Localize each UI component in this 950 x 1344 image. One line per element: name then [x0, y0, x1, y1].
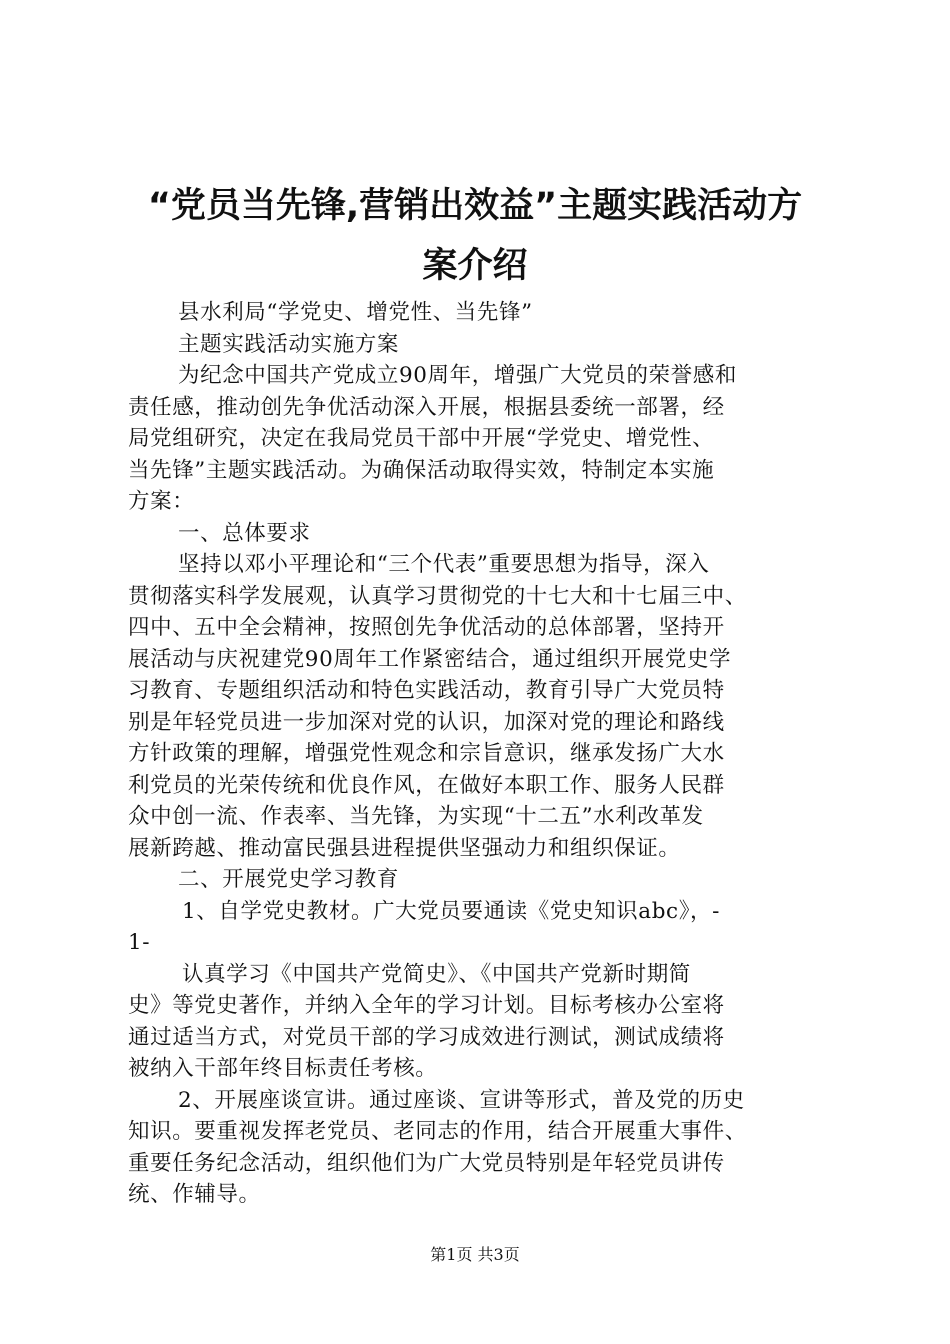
paragraph-line: 众中创一流、作表率、当先锋，为实现“十二五”水利改革发	[128, 804, 704, 829]
paragraph-line: 责任感，推动创先争优活动深入开展，根据县委统一部署，经	[128, 394, 725, 420]
document-title-line-2: 案介绍	[422, 246, 528, 286]
section-heading: 一、总体要求	[178, 520, 311, 546]
paragraph-line: 认真学习《中国共产党简史》、《中国共产党新时期简	[182, 961, 691, 987]
paragraph-line: 局党组研究，决定在我局党员干部中开展“学党史、增党性、	[128, 426, 715, 451]
paragraph-line: 重要任务纪念活动，组织他们为广大党员特别是年轻党员讲传	[128, 1150, 725, 1176]
paragraph-line: 展活动与庆祝建党90周年工作紧密结合，通过组织开展党史学	[128, 646, 732, 672]
section-heading: 二、开展党史学习教育	[178, 867, 400, 892]
paragraph-line: 1、自学党史教材。广大党员要通读《党史知识abc》，-	[182, 898, 721, 924]
paragraph-line: 统、作辅导。	[128, 1182, 261, 1207]
paragraph-line: 方案：	[128, 489, 195, 514]
paragraph-line: 为纪念中国共产党成立90周年，增强广大党员的荣誉感和	[178, 363, 737, 388]
paragraph-line: 习教育、专题组织活动和特色实践活动，教育引导广大党员特	[128, 678, 725, 703]
subtitle-line: 县水利局“学党史、增党性、当先锋”	[178, 300, 533, 325]
page-footer: 第1页 共3页	[430, 1245, 520, 1264]
paragraph-line: 2、开展座谈宣讲。通过座谈、宣讲等形式，普及党的历史	[178, 1087, 745, 1113]
page-number-inline: 1-	[128, 930, 151, 955]
paragraph-line: 通过适当方式，对党员干部的学习成效进行测试，测试成绩将	[128, 1024, 725, 1050]
paragraph-line: 别是年轻党员进一步加深对党的认识，加深对党的理论和路线	[128, 709, 725, 735]
paragraph-line: 贯彻落实科学发展观，认真学习贯彻党的十七大和十七届三中、	[128, 583, 747, 609]
paragraph-line: 当先锋”主题实践活动。为确保活动取得实效，特制定本实施	[128, 457, 715, 483]
paragraph-line: 被纳入干部年终目标责任考核。	[128, 1056, 438, 1081]
paragraph-line: 利党员的光荣传统和优良作风，在做好本职工作、服务人民群	[128, 772, 725, 798]
paragraph-line: 展新跨越、推动富民强县进程提供坚强动力和组织保证。	[128, 835, 681, 861]
paragraph-line: 方针政策的理解，增强党性观念和宗旨意识，继承发扬广大水	[128, 741, 725, 766]
subtitle-line: 主题实践活动实施方案	[178, 331, 400, 357]
paragraph-line: 四中、五中全会精神，按照创先争优活动的总体部署，坚持开	[128, 615, 725, 640]
document-body	[128, 297, 833, 1211]
paragraph-line: 坚持以邓小平理论和“三个代表”重要思想为指导，深入	[178, 552, 710, 577]
paragraph-line: 知识。要重视发挥老党员、老同志的作用，结合开展重大事件、	[128, 1119, 747, 1144]
paragraph-line: 史》等党史著作，并纳入全年的学习计划。目标考核办公室将	[128, 993, 725, 1018]
document-title-line-1: “党员当先锋,营销出效益”主题实践活动方	[147, 186, 803, 226]
